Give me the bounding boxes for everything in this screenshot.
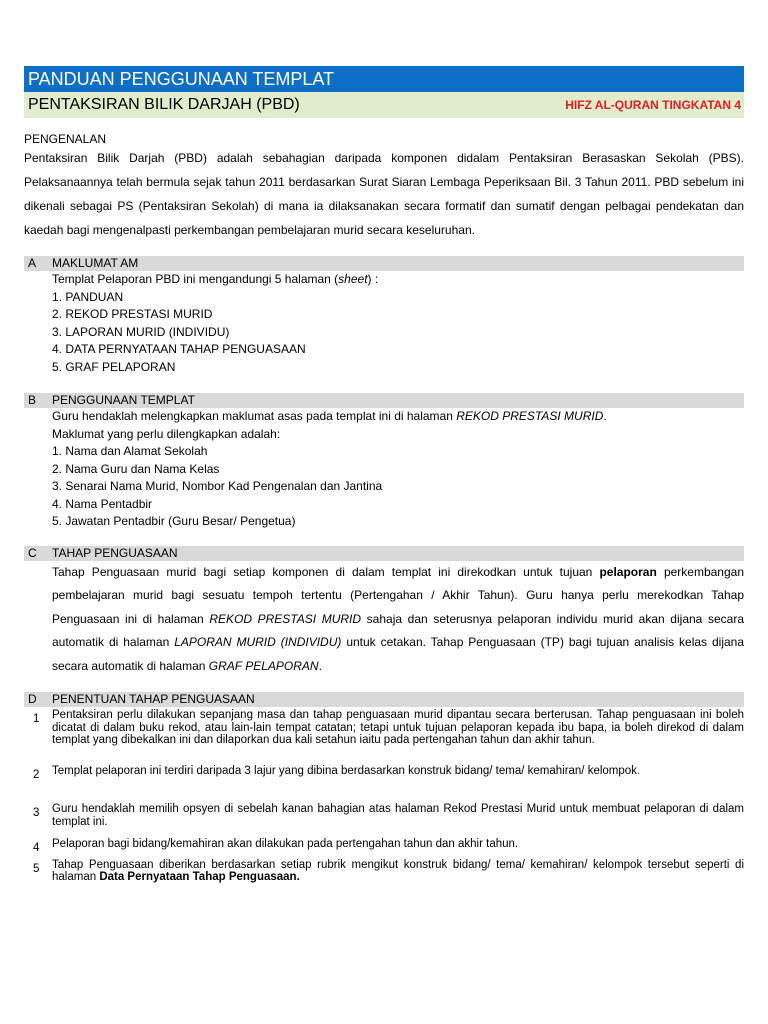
line-text: Guru hendaklah melengkapkan maklumat asas pada templat ini di halaman — [52, 409, 457, 423]
para-text: Tahap Penguasaan murid bagi setiap komponen di dalam templat ini direkodkan untuk tujuan — [52, 564, 600, 579]
intro-text: Templat Pelaporan PBD ini mengandungi 5 halaman ( — [52, 272, 339, 286]
line-text-end: . — [603, 409, 607, 423]
sheet-list — [52, 289, 744, 377]
item-text: Pentaksiran perlu dilakukan sepanjang masa dan tahap penguasaan murid dipantau secara berterusan. Tahap penguasaan ini boleh dicatat di dalam buku rekod, atau lain-lain tempat catatan; tetapi untuk tujuan pelaporan kepada ibu bapa, ia boleh direkod di dalam templat yang dibekalkan ini dan dilaporkan dua kali setahun iaitu pada pertengahan tahun dan akhir tahun. — [52, 709, 744, 746]
section-title: TAHAP PENGUASAAN — [52, 545, 178, 560]
assessment-points — [24, 709, 744, 884]
subject-label: HIFZ AL-QURAN TINGKATAN 4 — [565, 98, 741, 112]
page-subtitle: PENTAKSIRAN BILIK DARJAH (PBD) — [28, 96, 300, 113]
section-a-body — [24, 271, 744, 376]
item-text — [52, 859, 744, 884]
para-emphasis: GRAF PELAPORAN — [208, 658, 319, 673]
item-number: 3 — [33, 807, 40, 819]
section-letter: C — [28, 545, 37, 560]
intro-heading: PENGENALAN — [24, 132, 107, 146]
section-title: PENENTUAN TAHAP PENGUASAAN — [52, 692, 255, 706]
section-d-header — [24, 692, 744, 707]
section-c-paragraph — [24, 561, 744, 679]
title-banner — [24, 66, 744, 92]
list-item: 1. PANDUAN — [52, 289, 124, 304]
section-b-line1 — [52, 408, 744, 426]
line-emphasis: REKOD PRESTASI MURID — [456, 409, 604, 423]
list-item — [24, 765, 744, 782]
section-a-intro — [52, 271, 744, 289]
required-info-list — [52, 443, 744, 531]
section-b-line2: Maklumat yang perlu dilengkapkan adalah: — [52, 426, 281, 441]
section-a-header — [24, 256, 744, 271]
intro-section — [24, 132, 744, 242]
list-item — [24, 709, 744, 747]
item-number: 2 — [33, 768, 40, 781]
item-text: Pelaporan bagi bidang/kemahiran akan dilakukan pada pertengahan tahun dan akhir tahun. — [52, 838, 519, 850]
item-text-main: Templat pelaporan ini terdiri daripada 3 lajur yang dibina berdasarkan konstruk bidang/ tema/ kemahiran/ kelompok — [52, 764, 637, 777]
list-item: 3. LAPORAN MURID (INDIVIDU) — [52, 324, 230, 339]
item-text: Guru hendaklah memilih opsyen di sebelah kanan bahagian atas halaman Rekod Prestasi Murid untuk membuat pelaporan di dalam templat ini. — [52, 803, 744, 828]
para-text: . — [318, 658, 322, 673]
intro-text-end: ) : — [367, 272, 379, 286]
item-text-bold: Data Pernyataan Tahap Penguasaan. — [99, 871, 300, 883]
para-emphasis: LAPORAN MURID (INDIVIDU) — [174, 635, 342, 649]
section-letter: D — [28, 692, 37, 706]
section-b-body — [24, 408, 744, 531]
list-item: 2. Nama Guru dan Nama Kelas — [52, 461, 220, 476]
section-letter: A — [28, 256, 37, 270]
list-item — [24, 859, 744, 884]
item-number: 4 — [33, 842, 40, 854]
list-item: 1. Nama dan Alamat Sekolah — [52, 444, 208, 458]
para-text: untuk cetakan. Tahap Penguasaan (TP) bagi tujuan analisis kelas dijana secara automatik di halaman — [52, 635, 745, 673]
intro-emphasis: sheet — [338, 272, 368, 286]
list-item: 5. GRAF PELAPORAN — [52, 359, 176, 374]
list-item — [24, 803, 744, 828]
list-item — [24, 838, 744, 855]
section-d — [24, 692, 744, 884]
item-text-tail: . — [636, 764, 641, 777]
list-item: 4. DATA PERNYATAAN TAHAP PENGUASAAN — [52, 342, 306, 356]
section-c-header — [24, 546, 744, 561]
section-b — [24, 393, 744, 531]
section-title: MAKLUMAT AM — [52, 256, 139, 270]
list-item: 3. Senarai Nama Murid, Nombor Kad Pengenalan dan Jantina — [52, 479, 383, 493]
list-item: 2. REKOD PRESTASI MURID — [52, 307, 213, 321]
item-text-main: Tahap Penguasaan diberikan berdasarkan setiap rubrik mengikut konstruk bidang/ tema/ kemahiran/ kelompok tersebut seperti di halaman — [52, 858, 744, 883]
item-text — [52, 765, 744, 782]
section-b-header — [24, 393, 744, 408]
item-number: 5 — [33, 862, 40, 875]
section-c — [24, 546, 744, 679]
item-number: 1 — [33, 713, 40, 725]
para-bold: pelaporan — [599, 564, 657, 579]
intro-paragraph: Pentaksiran Bilik Darjah (PBD) adalah sebahagian daripada komponen didalam Pentaksiran Berasaskan Sekolah (PBS). Pelaksanaannya telah bermula sejak tahun 2011 berdasarkan Surat Siaran Lembaga Peperiksaan Bil. 3 Tahun 2011. PBD sebelum ini dikenali sebagai PS (Pentaksiran Sekolah) di mana ia dilaksanakan secara formatif dan sumatif dengan pelbagai pendekatan dan kaedah bagi mengenalpasti perkembangan pembelajaran murid secara keseluruhan. — [24, 151, 744, 237]
page-title: PANDUAN PENGGUNAAN TEMPLAT — [28, 69, 335, 89]
para-text: perkembangan pembelajaran murid bagi sesuatu tempoh tertentu (Pertengahan / Akhir Tahun). Guru hanya perlu merekodkan Tahap Penguasaan ini di halaman — [52, 564, 744, 626]
list-item: 5. Jawatan Pentadbir (Guru Besar/ Pengetua) — [52, 514, 296, 528]
para-emphasis: REKOD PRESTASI MURID — [209, 611, 362, 626]
list-item: 4. Nama Pentadbir — [52, 496, 153, 511]
section-letter: B — [28, 393, 37, 407]
section-a — [24, 256, 744, 376]
document — [24, 66, 744, 884]
para-text: sahaja dan seterusnya pelaporan individu murid akan dijana secara automatik di halaman — [52, 611, 744, 649]
subtitle-bar — [24, 92, 744, 118]
section-title: PENGGUNAAN TEMPLAT — [52, 393, 195, 407]
